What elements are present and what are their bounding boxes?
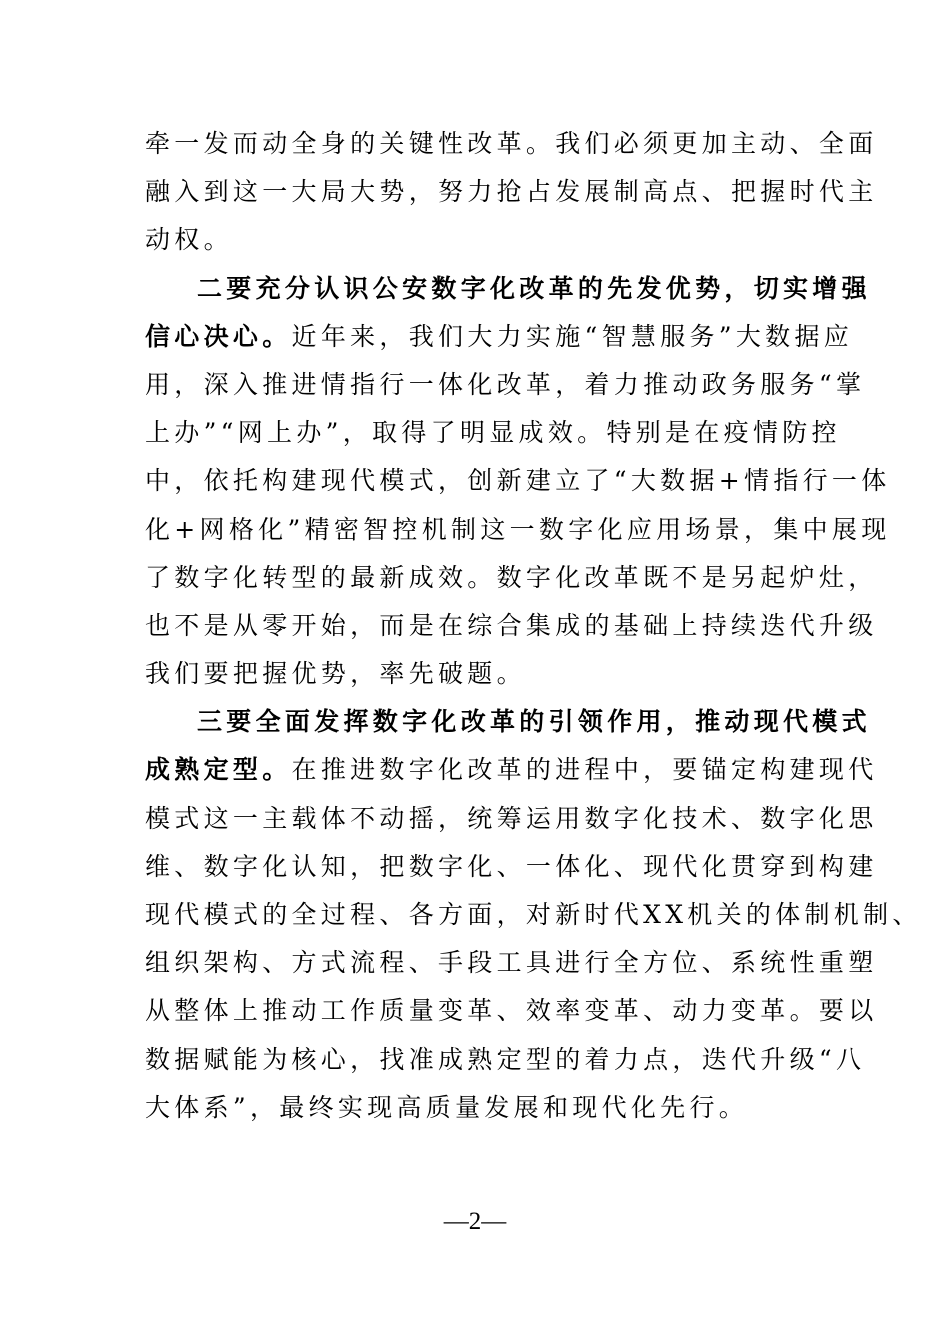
line-text: 近年来，我们大力实施“智慧服务”大数据应	[291, 321, 854, 351]
text-line	[145, 457, 891, 505]
paragraph-heading: 成熟定型。	[145, 755, 292, 785]
line-text: 了数字化转型的最新成效。数字化改革既不是另起炉灶，	[145, 562, 878, 592]
line-text: 动权。	[145, 225, 233, 255]
line-text: 上办”“网上办”，取得了明显成效。特别是在疫情防控	[145, 418, 841, 448]
text-line	[145, 216, 805, 264]
text-line	[145, 361, 866, 409]
text-line	[145, 168, 878, 216]
line-text: 维、数字化认知，把数字化、一体化、现代化贯穿到构建	[145, 851, 878, 881]
paragraph-heading-line	[145, 698, 871, 746]
text-line	[145, 795, 878, 843]
line-text: 化+网格化”精密智控机制这一数字化应用场景，集中展现	[145, 514, 891, 544]
text-line	[145, 746, 878, 794]
line-text: 组织架构、方式流程、手段工具进行全方位、系统性重塑	[145, 948, 878, 978]
text-line	[145, 939, 878, 987]
text-line	[145, 891, 922, 939]
paragraph-heading: 信心决心。	[145, 321, 292, 351]
page-number: —2—	[443, 1208, 507, 1235]
line-text: 也不是从零开始，而是在综合集成的基础上持续迭代升级	[145, 610, 878, 640]
text-line	[145, 650, 805, 698]
line-text: 牵一发而动全身的关键性改革。我们必须更加主动、全面	[145, 129, 878, 158]
text-line	[145, 120, 878, 168]
line-text: 现代模式的全过程、各方面，对新时代XX机关的体制机制、	[145, 900, 922, 929]
text-line	[145, 1084, 805, 1132]
text-line	[145, 506, 891, 554]
line-text: 用，深入推进情指行一体化改革，着力推动政务服务“掌	[145, 369, 866, 399]
line-text: 数据赋能为核心，找准成熟定型的着力点，迭代升级“八	[145, 1044, 866, 1074]
document-body	[145, 120, 922, 1132]
paragraph-heading: 三要全面发挥数字化改革的引领作用，推动现代模式	[197, 707, 871, 737]
line-text: 在推进数字化改革的进程中，要锚定构建现代	[291, 755, 878, 785]
paragraph-heading-line	[145, 265, 871, 313]
paragraph-heading: 二要充分认识公安数字化改革的先发优势，切实增强	[197, 273, 871, 303]
text-line	[145, 313, 854, 361]
text-line	[145, 843, 878, 891]
line-text: 中，依托构建现代模式，创新建立了“大数据+情指行一体	[145, 466, 891, 496]
text-line	[145, 987, 878, 1035]
text-line	[145, 602, 878, 650]
line-text: 从整体上推动工作质量变革、效率变革、动力变革。要以	[145, 996, 878, 1026]
line-text: 融入到这一大局大势，努力抢占发展制高点、把握时代主	[145, 177, 878, 207]
line-text: 模式这一主载体不动摇，统筹运用数字化技术、数字化思	[145, 803, 878, 833]
line-text: 大体系”，最终实现高质量发展和现代化先行。	[145, 1092, 749, 1122]
line-text: 我们要把握优势，率先破题。	[145, 659, 526, 689]
text-line	[145, 554, 878, 602]
text-line	[145, 1036, 866, 1084]
text-line	[145, 409, 841, 457]
